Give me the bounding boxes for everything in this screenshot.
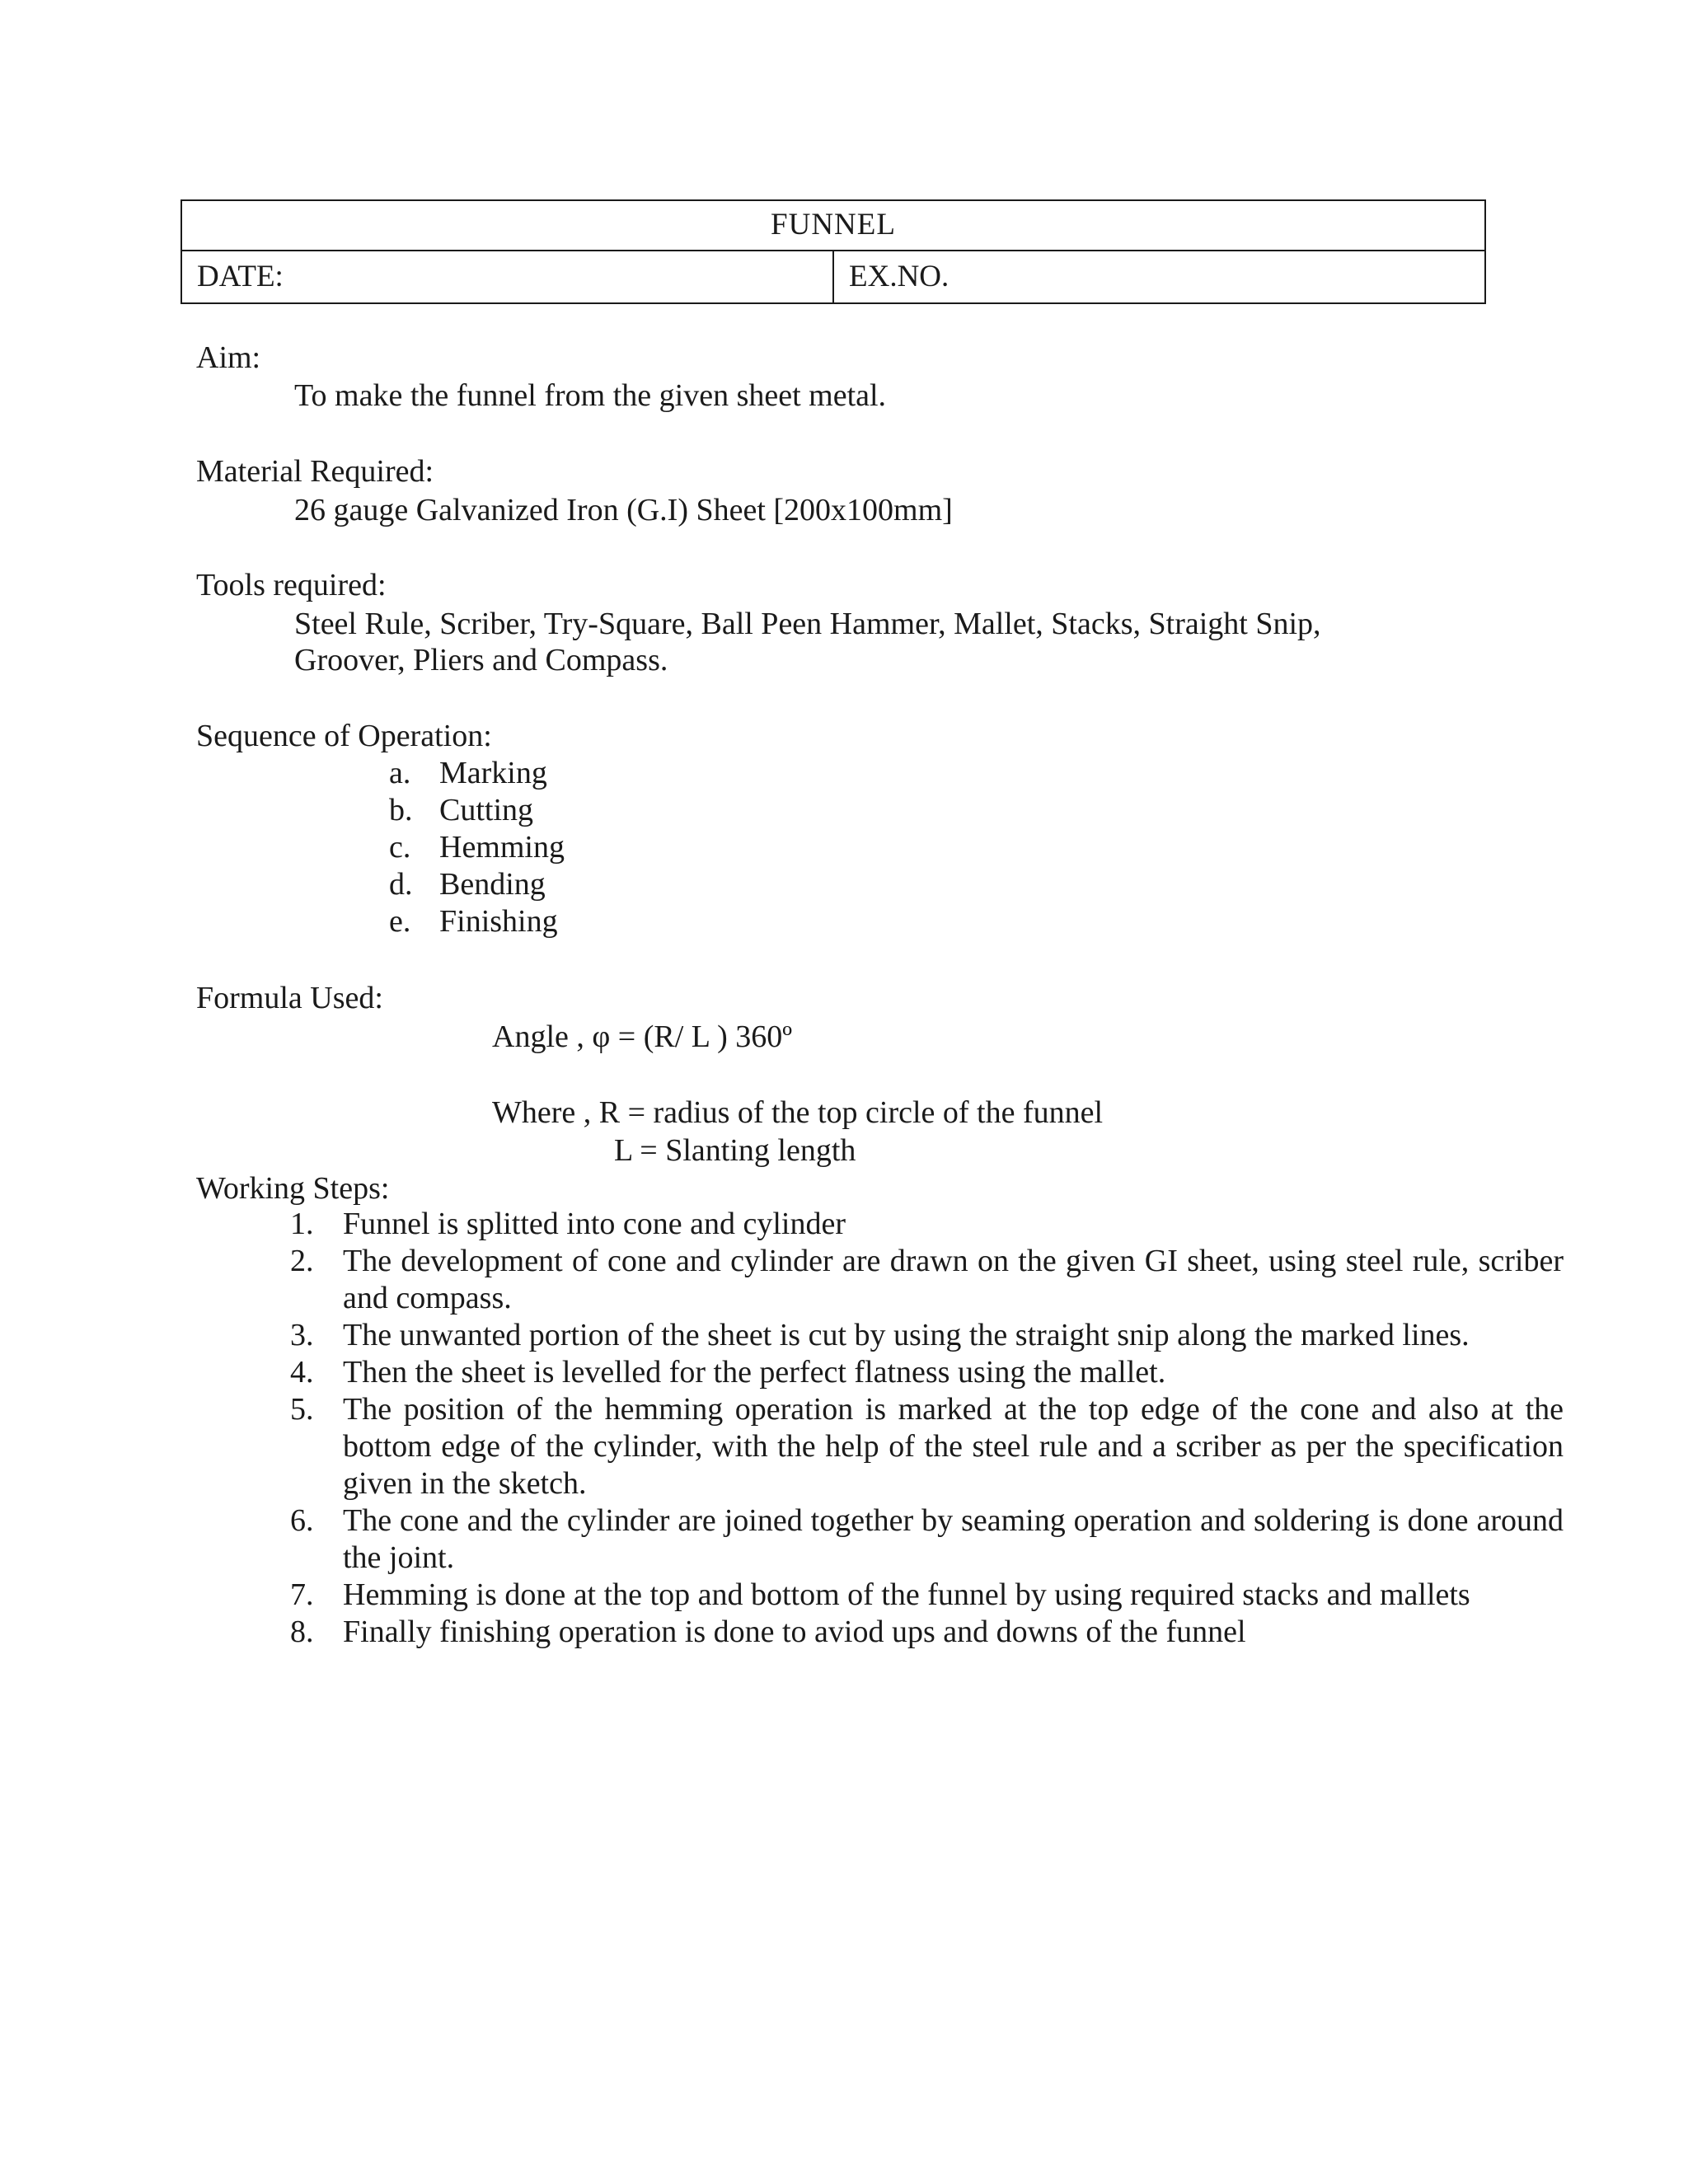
list-item: [389, 866, 565, 903]
step-number: 3.: [290, 1318, 314, 1352]
list-item-text: Hemming: [439, 830, 565, 865]
list-item-letter: a.: [389, 756, 411, 790]
list-item-text: Marking: [439, 756, 547, 790]
date-label: DATE:: [182, 251, 834, 302]
step-text: The unwanted portion of the sheet is cut by using the straight snip along the marked lines.: [343, 1318, 1470, 1352]
document-title: FUNNEL: [182, 201, 1484, 251]
header-meta-row: [182, 251, 1484, 302]
sequence-heading: Sequence of Operation:: [196, 719, 492, 753]
step-text: Hemming is done at the top and bottom of the funnel by using required stacks and mallets: [343, 1577, 1470, 1612]
list-item-letter: c.: [389, 830, 411, 865]
list-item-letter: e.: [389, 904, 411, 939]
tools-line-1: Steel Rule, Scriber, Try-Square, Ball Peen Hammer, Mallet, Stacks, Straight Snip,: [294, 607, 1321, 641]
step-text: Funnel is splitted into cone and cylinder: [343, 1207, 846, 1241]
formula-where-l: L = Slanting length: [614, 1133, 856, 1168]
formula-equation: Angle , φ = (R/ L ) 360º: [492, 1019, 793, 1054]
list-item-text: Cutting: [439, 793, 534, 827]
list-item: [290, 1317, 1564, 1354]
step-number: 2.: [290, 1244, 314, 1278]
aim-text: To make the funnel from the given sheet metal.: [294, 378, 887, 413]
list-item: [290, 1502, 1564, 1577]
list-item: [389, 792, 565, 829]
sequence-list: [389, 755, 565, 940]
step-number: 1.: [290, 1207, 314, 1241]
list-item: [290, 1614, 1564, 1651]
formula-heading: Formula Used:: [196, 981, 383, 1015]
list-item: [389, 903, 565, 940]
list-item: [290, 1206, 1564, 1243]
list-item-letter: b.: [389, 793, 413, 827]
formula-where-r: Where , R = radius of the top circle of the funnel: [492, 1095, 1104, 1130]
list-item: [389, 829, 565, 866]
step-number: 5.: [290, 1392, 314, 1427]
list-item: [290, 1243, 1564, 1317]
step-number: 8.: [290, 1615, 314, 1649]
step-text: The position of the hemming operation is marked at the top edge of the cone and also at the bottom edge of the cylinder, with the help of the steel rule and a scriber as per the specification given in the sketch.: [343, 1392, 1564, 1501]
step-text: The development of cone and cylinder are drawn on the given GI sheet, using steel rule, scriber and compass.: [343, 1244, 1564, 1315]
list-item-letter: d.: [389, 867, 413, 902]
exno-label: EX.NO.: [849, 259, 950, 293]
list-item-text: Finishing: [439, 904, 558, 939]
tools-heading: Tools required:: [196, 568, 387, 602]
step-text: The cone and the cylinder are joined together by seaming operation and soldering is done around the joint.: [343, 1503, 1564, 1575]
step-number: 4.: [290, 1355, 314, 1390]
aim-heading: Aim:: [196, 340, 261, 375]
list-item: [290, 1577, 1564, 1614]
header-table: [181, 199, 1486, 304]
tools-line-2: Groover, Pliers and Compass.: [294, 643, 668, 677]
step-text: Finally finishing operation is done to aviod ups and downs of the funnel: [343, 1615, 1246, 1649]
step-text: Then the sheet is levelled for the perfect flatness using the mallet.: [343, 1355, 1166, 1390]
step-number: 7.: [290, 1577, 314, 1612]
working-heading: Working Steps:: [196, 1171, 390, 1206]
list-item: [290, 1391, 1564, 1502]
step-number: 6.: [290, 1503, 314, 1538]
list-item: [290, 1354, 1564, 1391]
list-item: [389, 755, 565, 792]
working-steps-list: [290, 1206, 1564, 1651]
material-heading: Material Required:: [196, 454, 434, 489]
material-text: 26 gauge Galvanized Iron (G.I) Sheet [200x100mm]: [294, 493, 953, 527]
list-item-text: Bending: [439, 867, 546, 902]
